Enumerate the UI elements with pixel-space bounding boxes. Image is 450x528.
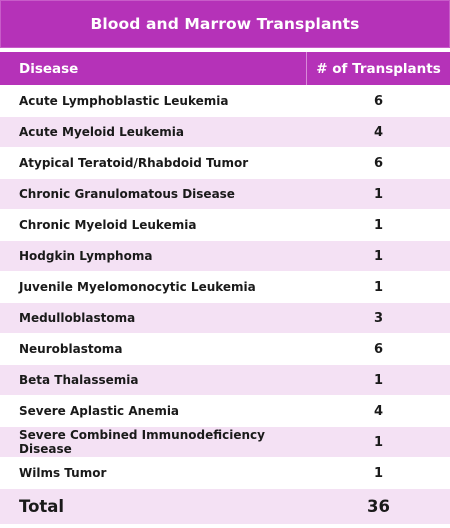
disease-cell: Chronic Myeloid Leukemia (19, 218, 197, 232)
count-cell: 1 (373, 186, 384, 202)
count-cell: 1 (373, 434, 384, 450)
table-row (0, 117, 450, 148)
count-cell: 1 (373, 279, 384, 295)
header-transplant-count: # of Transplants (316, 60, 441, 77)
table-title-bar (0, 0, 450, 48)
count-cell: 1 (373, 372, 384, 388)
disease-cell: Severe Aplastic Anemia (19, 404, 180, 418)
count-cell: 6 (373, 93, 384, 109)
count-cell: 1 (373, 465, 384, 481)
total-label: Total (19, 497, 65, 516)
count-cell: 4 (373, 124, 384, 140)
count-cell: 6 (373, 155, 384, 171)
disease-cell: Juvenile Myelomonocytic Leukemia (19, 280, 256, 294)
table-row (0, 148, 450, 179)
disease-cell: Acute Myeloid Leukemia (19, 125, 184, 139)
table-title: Blood and Marrow Transplants (90, 15, 360, 33)
header-disease: Disease (0, 52, 307, 85)
disease-cell: Atypical Teratoid/Rhabdoid Tumor (19, 156, 249, 170)
table-header-row (0, 52, 450, 86)
disease-cell: Medulloblastoma (19, 311, 136, 325)
table-row (0, 210, 450, 241)
disease-cell: Severe Combined Immunodeficiency Disease (19, 428, 265, 456)
table-row (0, 241, 450, 272)
table-row (0, 427, 450, 458)
count-cell: 1 (373, 248, 384, 264)
table-row (0, 272, 450, 303)
disease-cell: Chronic Granulomatous Disease (19, 187, 235, 201)
count-cell: 6 (373, 341, 384, 357)
disease-cell: Neuroblastoma (19, 342, 123, 356)
table-row (0, 303, 450, 334)
count-cell: 1 (373, 217, 384, 233)
transplants-table (0, 52, 450, 525)
table-row (0, 458, 450, 489)
disease-cell: Hodgkin Lymphoma (19, 249, 153, 263)
table-row (0, 86, 450, 117)
table-row (0, 396, 450, 427)
table-row (0, 334, 450, 365)
disease-cell: Wilms Tumor (19, 466, 107, 480)
total-count: 36 (367, 497, 390, 516)
disease-cell: Beta Thalassemia (19, 373, 139, 387)
count-cell: 4 (373, 403, 384, 419)
table-total-row (0, 489, 450, 525)
table-row (0, 365, 450, 396)
count-cell: 3 (373, 310, 384, 326)
table-row (0, 179, 450, 210)
disease-cell: Acute Lymphoblastic Leukemia (19, 94, 229, 108)
